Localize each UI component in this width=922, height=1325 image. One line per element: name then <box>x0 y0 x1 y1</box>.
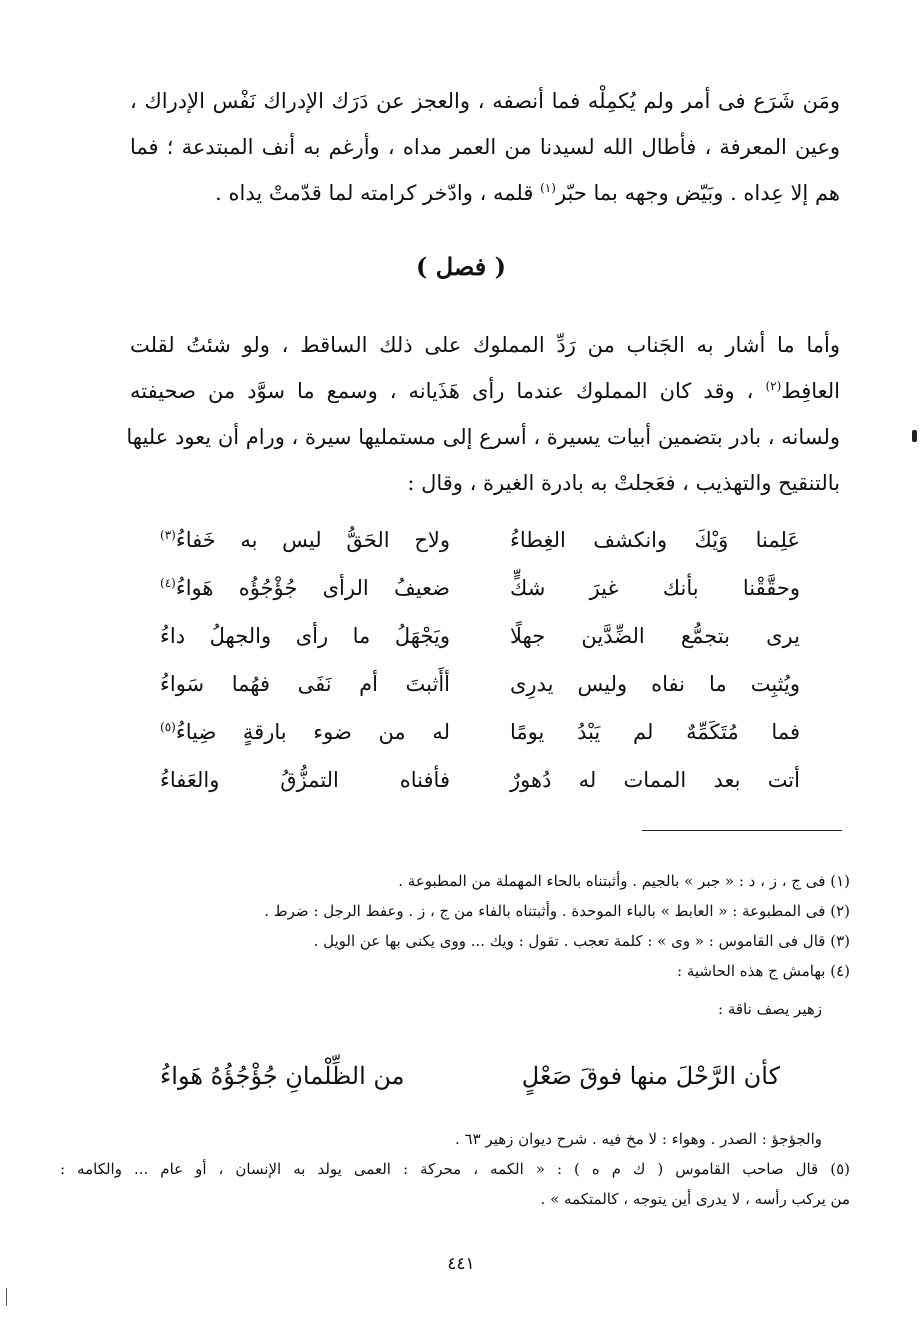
verse-second-text: له من ضوء بارقةٍ ضِياءُ <box>175 720 450 744</box>
verse-second-text: ضعيفُ الرأى جُؤْجُؤُه هَواءُ <box>175 576 450 600</box>
footnote-ref-4: (٤) <box>160 576 176 590</box>
footnote-4-verse-first: كأن الرَّحْلَ منها فوقَ صَعْلٍ <box>521 1062 780 1090</box>
verse-first-hemistich: أتت بعد الممات له دُهورٌ <box>510 768 800 792</box>
footnote-4: (٤) بهامش ج هذه الحاشية : <box>677 962 850 980</box>
verse-first-hemistich: فما مُتَكَمِّهٌ لم يَبْدُ يومًا <box>510 720 800 744</box>
verse-second-hemistich <box>160 708 450 756</box>
footnote-ref-5: (٥) <box>160 720 176 734</box>
body-line-2-text-b: ، وقد كان المملوك عندما رأى هَذَيانه ، وسمع ما سوَّد من صحيفته <box>130 379 766 403</box>
footnotes <box>60 866 850 1024</box>
footnote-2: (٢) فى المطبوعة : « العابط » بالباء الموحدة . وأثبتناه بالفاء من ج ، ز . وعفط الرجل : ضرط . <box>264 902 850 920</box>
poem-verse <box>160 612 800 660</box>
poem-verse <box>160 660 800 708</box>
body-line-2 <box>130 368 840 414</box>
margin-mark <box>912 430 917 442</box>
verse-first-hemistich: عَلِمنا وَيْكَ وانكشف الغِطاءُ <box>510 528 800 552</box>
footnote-ref-3: (٣) <box>160 528 176 542</box>
footnote-3: (٣) قال فى القاموس : « وى » : كلمة تعجب . تقول : ويك ... ووى يكنى بها عن الويل . <box>313 932 850 950</box>
footnote-1: (١) فى ج ، ز ، د : « جبر » بالجيم . وأثبتناه بالحاء المهملة من المطبوعة . <box>398 872 850 890</box>
body-line-3: ولسانه ، بادر بتضمين أبيات يسيرة ، أسرع إلى مستمليها سيرة ، ورام أن يعود عليها <box>126 425 840 449</box>
body-line-2-text-a: العافِط <box>781 379 840 403</box>
footnote-5-line-1: (٥) قال صاحب القاموس ( ك م ه ) : « الكمه ، محركة : العمى يولد به الإنسان ، أو عام ... والكامه : <box>60 1160 850 1178</box>
intro-line-3 <box>130 170 840 216</box>
body-line-1: وأما ما أشار به الجَناب من رَدِّ المملوك على ذلك الساقط ، ولو شئتُ لقلت <box>130 333 840 357</box>
poem <box>160 516 800 804</box>
intro-line-3-text-b: قلمه ، وادّخر كرامته لما قدّمتْ يداه . <box>215 181 541 205</box>
footnote-ref-2: (٢) <box>765 379 782 393</box>
page-number: ٤٤١ <box>447 1254 475 1274</box>
intro-paragraph <box>130 78 840 216</box>
intro-line-2: وعين المعرفة ، فأطال الله لسيدنا من العمر مداه ، وأرغم به أنف المبتدعة ؛ فما <box>130 135 840 159</box>
verse-first-hemistich: ويُثبِت ما نفاه وليس يدرِى <box>510 672 800 696</box>
footnote-5-line-2: من يركب رأسه ، لا يدرى أين يتوجه ، كالمتكمه » . <box>540 1190 850 1208</box>
poem-verse <box>160 756 800 804</box>
footnotes-continued <box>60 1124 850 1214</box>
footnote-separator <box>642 830 842 831</box>
footnote-4-verse-second: من الظِّلْمانِ جُؤْجُؤُهُ هَواءُ <box>160 1062 405 1090</box>
verse-second-hemistich: فأفناه التمزُّقُ والعَفاءُ <box>160 768 450 792</box>
body-line-4: بالتنقيح والتهذيب ، فعَجلتْ به بادرة الغيرة ، وقال : <box>407 471 840 495</box>
poem-verse <box>160 708 800 756</box>
verse-second-hemistich: ويَجْهَلُ ما رأى والجهلُ داءُ <box>160 624 450 648</box>
verse-second-hemistich <box>160 516 450 564</box>
verse-first-hemistich: وحقَّقْنا بأنك غيرَ شكٍّ <box>510 576 800 600</box>
verse-second-hemistich: أأَثبتَ أم نَفَى فهُما سَواءُ <box>160 672 450 696</box>
footnote-4-verse <box>160 1062 780 1090</box>
scan-edge-mark <box>6 1288 7 1306</box>
intro-line-3-text-a: هم إلا عِداه . وبَيّض وجهه بما حبّر <box>555 181 840 205</box>
verse-second-text: ولاح الحَقُّ ليس به خَفاءُ <box>175 528 450 552</box>
footnote-4-gloss: والجؤجؤ : الصدر . وهواء : لا مخ فيه . شرح ديوان زهير ٦٣ . <box>454 1130 822 1148</box>
verse-first-hemistich: يرى بتجمُّع الضِّدَّين جهلًا <box>510 624 800 648</box>
section-heading: ( فصل ) <box>416 252 506 281</box>
footnote-ref-1: (١) <box>540 181 556 195</box>
poem-verse <box>160 564 800 612</box>
body-paragraph <box>126 322 840 506</box>
footnote-4-poet: زهير يصف ناقة : <box>718 1000 822 1018</box>
poem-verse <box>160 516 800 564</box>
intro-line-1: ومَن شَرَع فى أمر ولم يُكمِلْه فما أنصفه ، والعجز عن دَرَك الإدراك نَفْس الإدراك ، <box>130 89 840 113</box>
verse-second-hemistich <box>160 564 450 612</box>
